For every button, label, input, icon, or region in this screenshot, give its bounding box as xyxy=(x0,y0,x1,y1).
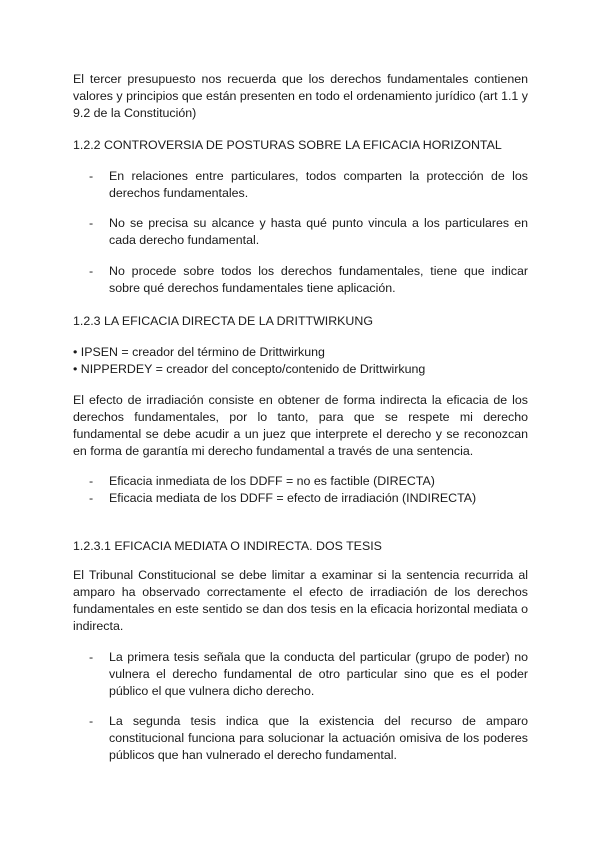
tribunal-paragraph: El Tribunal Constitucional se debe limitar a examinar si la sentencia recurrida al amparo ha observado correctamente el efecto de irradiación de los derechos fundamentales en este sentido se dan dos tesis en la eficacia horizontal mediata o indirecta. xyxy=(73,568,528,633)
bullet-item: • IPSEN = creador del término de Drittwirkung xyxy=(73,345,325,359)
list-item-text: Eficacia mediata de los DDFF = efecto de irradiación (INDIRECTA) xyxy=(109,491,477,505)
bullet-item: • NIPPERDEY = creador del concepto/contenido de Drittwirkung xyxy=(73,362,426,376)
list-item-text: No se precisa su alcance y hasta qué punto vincula a los particulares en cada derecho fundamental. xyxy=(109,216,528,247)
dash-marker: - xyxy=(89,474,94,488)
irradiation-paragraph: El efecto de irradiación consiste en obtener de forma indirecta la eficacia de los derechos fundamentales, por lo tanto, para que se respete mi derecho fundamental se debe acudir a un juez que interprete el derecho y se reconozcan en forma de garantía mi derecho fundamental a través de una sentencia. xyxy=(73,393,528,458)
section-1-2-3-heading: 1.2.3 LA EFICACIA DIRECTA DE LA DRITTWIRKUNG xyxy=(73,314,373,328)
section-1-2-3-1-heading: 1.2.3.1 EFICACIA MEDIATA O INDIRECTA. DOS TESIS xyxy=(73,539,382,553)
dash-marker: - xyxy=(89,264,94,278)
list-item-text: En relaciones entre particulares, todos comparten la protección de los derechos fundamentales. xyxy=(109,169,528,200)
dash-marker: - xyxy=(89,714,94,728)
section-1-2-2-heading: 1.2.2 CONTROVERSIA DE POSTURAS SOBRE LA EFICACIA HORIZONTAL xyxy=(73,138,502,152)
list-item-text: La segunda tesis indica que la existencia del recurso de amparo constitucional funciona para solucionar la actuación omisiva de los poderes públicos que han vulnerado el derecho fundamental. xyxy=(109,714,528,762)
list-item-text: Eficacia inmediata de los DDFF = no es factible (DIRECTA) xyxy=(109,474,435,488)
list-item-text: La primera tesis señala que la conducta del particular (grupo de poder) no vulnera el derecho fundamental de otro particular sino que es el poder público el que vulnera dicho derecho. xyxy=(109,650,528,698)
dash-marker: - xyxy=(89,216,94,230)
dash-marker: - xyxy=(89,169,94,183)
list-item-text: No procede sobre todos los derechos fundamentales, tiene que indicar sobre qué derechos fundamentales tiene aplicación. xyxy=(109,264,528,295)
intro-paragraph: El tercer presupuesto nos recuerda que los derechos fundamentales contienen valores y principios que están presenten en todo el ordenamiento jurídico (art 1.1 y 9.2 de la Constitución) xyxy=(73,72,528,120)
dash-marker: - xyxy=(89,650,94,664)
dash-marker: - xyxy=(89,491,94,505)
